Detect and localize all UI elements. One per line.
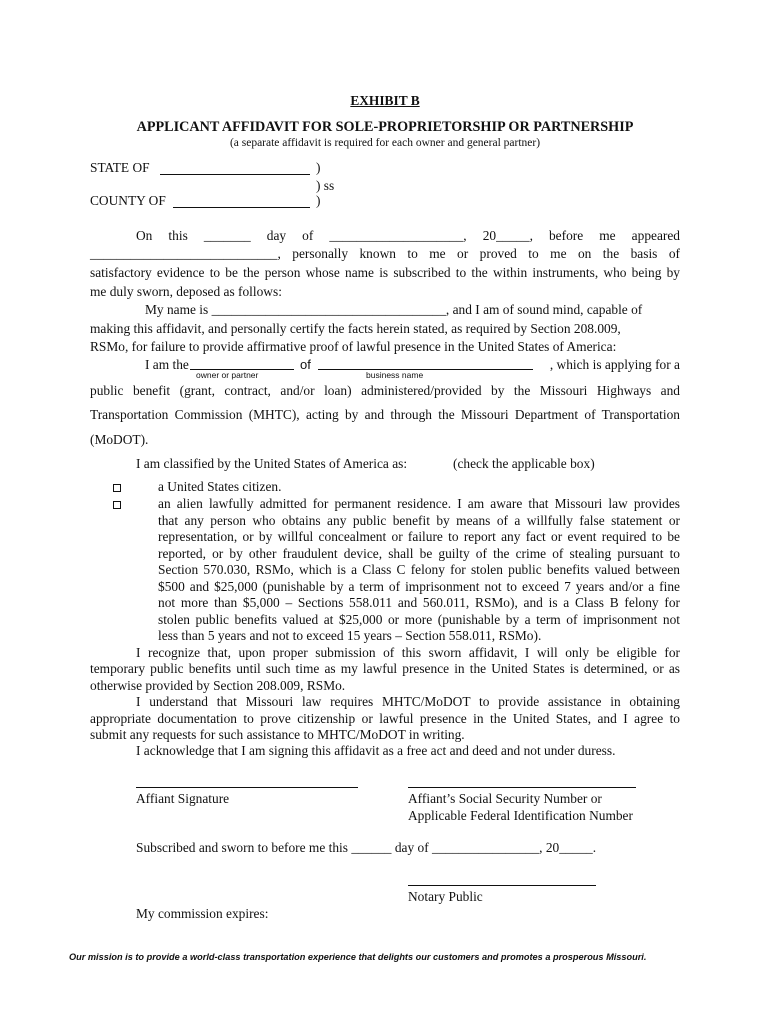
owner-partner-caption: owner or partner bbox=[196, 370, 259, 380]
affiant-signature-label: Affiant Signature bbox=[136, 791, 230, 806]
venue-ss: ) ss bbox=[316, 178, 335, 193]
option-citizen: a United States citizen. bbox=[158, 479, 282, 494]
option-resident-line-5: Section 570.030, RSMo, which is a Class C felony for stolen public benefits valued between bbox=[158, 562, 680, 577]
county-label: COUNTY OF bbox=[90, 193, 166, 208]
intro-line-1: On this _______ day of ____________________, 20_____, before me appeared bbox=[136, 228, 680, 243]
option-resident-line-7: not more than $5,000 – Sections 558.011 and 560.011, RSMo), and is a Class B felony for bbox=[158, 595, 680, 610]
option-resident-line-6: $500 and $25,000 (punishable by a term of imprisonment not to exceed 7 years and/or a fine bbox=[158, 579, 680, 594]
benefit-line-2: Transportation Commission (MHTC), acting by and through the Missouri Department of Transportation bbox=[90, 407, 680, 422]
business-name-field[interactable] bbox=[318, 369, 533, 370]
exhibit-heading: EXHIBIT B bbox=[350, 93, 420, 108]
notary-label: Notary Public bbox=[408, 889, 483, 904]
acknowledge-statement: I acknowledge that I am signing this affidavit as a free act and deed and not under duress. bbox=[136, 743, 616, 758]
mission-statement: Our mission is to provide a world-class transportation experience that delights our customers and promotes a prosperous Missouri. bbox=[69, 952, 647, 962]
option-resident-line-3: representation, or by willful concealment or failure to report any fact or event required to be bbox=[158, 529, 680, 544]
form-title: APPLICANT AFFIDAVIT FOR SOLE-PROPRIETORSHIP OR PARTNERSHIP bbox=[136, 119, 634, 135]
option-resident-line-1: an alien lawfully admitted for permanent residence. I am aware that Missouri law provides bbox=[158, 496, 680, 511]
ssn-label-line-2: Applicable Federal Identification Number bbox=[408, 808, 633, 823]
option-resident-line-2: that any person who obtains any public benefit by means of a willfully false statement or bbox=[158, 513, 680, 528]
recognize-line-1: I recognize that, upon proper submission of this sworn affidavit, I will only be eligible for bbox=[136, 645, 680, 660]
form-subtitle: (a separate affidavit is required for each owner and general partner) bbox=[229, 137, 541, 149]
county-field[interactable] bbox=[173, 207, 310, 208]
intro-line-4: me duly sworn, deposed as follows: bbox=[90, 284, 282, 299]
name-line: My name is ___________________________________, and I am of sound mind, capable of bbox=[145, 302, 643, 317]
state-field[interactable] bbox=[160, 174, 310, 175]
option-resident-line-8: stolen public benefits valued at $25,000 or more (punishable by a term of imprisonment not bbox=[158, 612, 680, 627]
recognize-line-3: otherwise provided by Section 208.009, RSMo. bbox=[90, 678, 346, 693]
ssn-label-line-1: Affiant’s Social Security Number or bbox=[408, 791, 602, 806]
state-label: STATE OF bbox=[90, 160, 150, 175]
name-line-3: RSMo, for failure to provide affirmative proof of lawful presence in the United States of America: bbox=[90, 339, 617, 354]
intro-line-3: satisfactory evidence to be the person whose name is subscribed to the within instruments, who being by bbox=[90, 265, 680, 280]
benefit-line-3: (MoDOT). bbox=[90, 432, 149, 447]
recognize-line-2: temporary public benefits until such time as my lawful presence in the United States is determined, or as bbox=[90, 661, 680, 676]
citizen-checkbox[interactable] bbox=[113, 484, 121, 492]
name-line-2: making this affidavit, and personally certify the facts herein stated, as required by Section 208.009, bbox=[90, 321, 621, 336]
understand-line-2: appropriate documentation to prove citizenship or lawful presence in the United States, and I agree to bbox=[90, 711, 680, 726]
iam-of: of bbox=[300, 357, 311, 372]
classification-lead: I am classified by the United States of America as: bbox=[136, 456, 408, 471]
business-name-caption: business name bbox=[366, 370, 424, 380]
understand-line-1: I understand that Missouri law requires MHTC/MoDOT to provide assistance in obtaining bbox=[136, 694, 680, 709]
affiant-signature-line[interactable] bbox=[136, 787, 358, 788]
commission-expires-label: My commission expires: bbox=[136, 906, 269, 921]
benefit-line-1: public benefit (grant, contract, and/or loan) administered/provided by the Missouri Highways and bbox=[90, 383, 680, 398]
option-resident-line-4: reported, or by other fraudulent device, shall be guilty of the crime of stealing pursuant to bbox=[158, 546, 680, 561]
iam-prefix: I am the bbox=[145, 357, 189, 372]
notary-signature-line[interactable] bbox=[408, 885, 596, 886]
intro-line-2: ____________________________, personally known to me or proved to me on the basis of bbox=[90, 246, 680, 261]
understand-line-3: submit any requests for such assistance to MHTC/MoDOT in writing. bbox=[90, 727, 465, 742]
ssn-line[interactable] bbox=[408, 787, 636, 788]
classification-hint: (check the applicable box) bbox=[453, 456, 595, 471]
venue-paren-1: ) bbox=[316, 160, 321, 175]
venue-paren-2: ) bbox=[316, 193, 321, 208]
subscribed-statement: Subscribed and sworn to before me this ______ day of ________________, 20_____. bbox=[136, 840, 597, 855]
option-resident-line-9: less than 5 years and not to exceed 15 years – Section 558.011, RSMo). bbox=[158, 628, 542, 643]
iam-suffix: , which is applying for a bbox=[549, 357, 680, 372]
permanent-resident-checkbox[interactable] bbox=[113, 501, 121, 509]
